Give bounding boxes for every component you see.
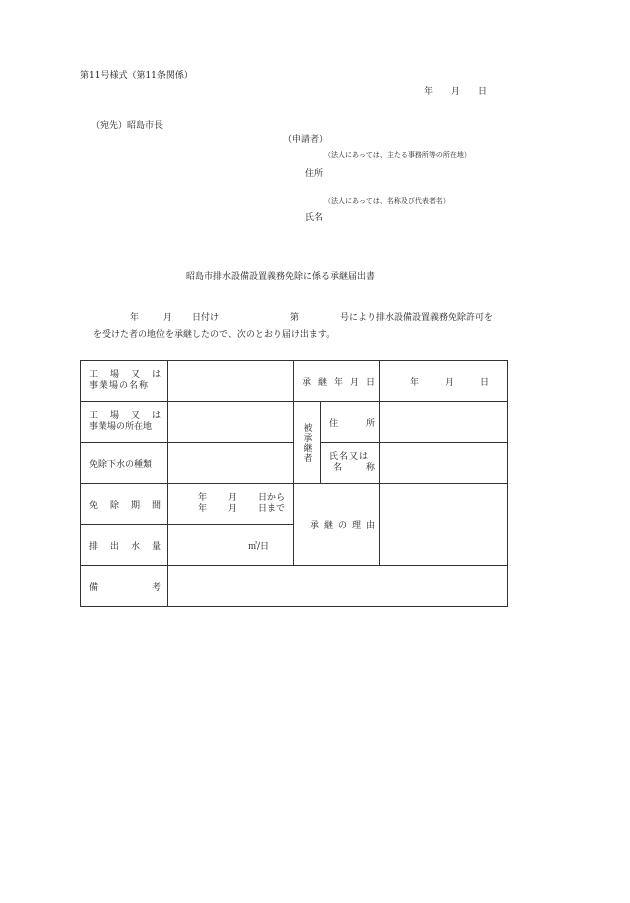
factory-loc-l1-c1: 工 — [89, 411, 99, 421]
exemption-period-label — [81, 484, 168, 525]
discharge-c1: 排 — [89, 541, 99, 552]
discharge-c3: 水 — [130, 541, 140, 552]
succession-date-label — [294, 361, 380, 402]
reason-c3: の — [338, 521, 348, 531]
body-day: 日付け — [192, 313, 220, 323]
period-from-year: 年 — [198, 493, 208, 503]
body-line2: を受けた者の地位を承継したので、次のとおり届け出ます。 — [93, 330, 336, 340]
discharge-c4: 量 — [151, 541, 161, 552]
sewage-type-label — [81, 443, 168, 484]
reason-c4: 理 — [352, 521, 362, 531]
body-year: 年 — [130, 313, 140, 323]
submission-date-line — [424, 84, 487, 97]
period-to-month: 月 — [228, 504, 238, 514]
remarks-c2: 考 — [151, 582, 161, 593]
factory-name-field[interactable] — [168, 361, 294, 402]
factory-location-field[interactable] — [168, 402, 294, 443]
predecessor-label-cell — [294, 402, 321, 484]
date-line-text: 年 月 日 — [424, 87, 488, 97]
period-from-tail: 日から — [258, 493, 286, 503]
factory-name-l2: 事業場の名称 — [89, 381, 150, 391]
succ-date-month: 月 — [444, 377, 454, 388]
name-note: （法人にあっては、名称及び代表者名） — [324, 197, 450, 205]
form-number: 第11号様式（第11条関係） — [80, 71, 193, 81]
factory-name-l1-c3: 又 — [130, 370, 140, 380]
succession-form-table — [80, 360, 508, 607]
sewage-type-field[interactable] — [168, 443, 294, 484]
pred-name-l2-c1: 名 — [333, 463, 343, 473]
period-c3: 期 — [130, 500, 140, 511]
factory-loc-l1-c4: は — [151, 411, 161, 421]
applicant-name-label: 氏名 — [305, 213, 324, 223]
period-c4: 間 — [151, 500, 161, 511]
succ-date-day: 日 — [480, 377, 490, 388]
factory-name-l1-c4: は — [151, 370, 161, 380]
succ-date-year: 年 — [409, 377, 419, 388]
discharge-volume-field[interactable] — [168, 525, 294, 566]
addressee: （宛先）昭島市長 — [91, 121, 164, 131]
remarks-c1: 備 — [89, 582, 99, 593]
document-title: 昭島市排水設備設置義務免除に係る承継届出書 — [186, 272, 376, 282]
discharge-unit: ㎥/日 — [247, 541, 269, 552]
body-line1-rest: 号により排水設備設置義務免除許可を — [340, 313, 494, 323]
factory-location-label — [81, 402, 168, 443]
factory-name-l1-c1: 工 — [89, 370, 99, 380]
period-from-month: 月 — [228, 493, 238, 503]
applicant-label: （申請者） — [283, 135, 329, 145]
sewage-type-text: 免除下水の種類 — [89, 459, 153, 470]
factory-loc-l2: 事業場の所在地 — [89, 422, 153, 432]
factory-loc-l1-c2: 場 — [109, 411, 119, 421]
predecessor-address-label — [321, 402, 380, 443]
discharge-volume-label — [81, 525, 168, 566]
exemption-period-field[interactable] — [168, 484, 294, 525]
succ-date-c1: 承 — [302, 377, 312, 388]
period-c1: 免 — [89, 500, 99, 511]
factory-name-l1-c2: 場 — [109, 370, 119, 380]
remarks-field[interactable] — [168, 566, 508, 607]
reason-c1: 承 — [310, 521, 320, 531]
period-to-tail: 日まで — [258, 504, 286, 514]
predecessor-name-label — [321, 443, 380, 484]
succ-date-c4: 月 — [350, 377, 360, 388]
succession-date-field[interactable] — [380, 361, 508, 402]
pred-name-l1: 氏名又は — [329, 452, 370, 462]
address-note: （法人にあっては、主たる事務所等の所在地） — [324, 151, 471, 159]
predecessor-label: 被承継者 — [301, 422, 312, 463]
factory-loc-l1-c3: 又 — [130, 411, 140, 421]
pred-addr-c1: 住 — [329, 418, 339, 429]
succ-date-c5: 日 — [366, 377, 376, 388]
applicant-address-label: 住所 — [305, 169, 324, 179]
succ-date-c2: 継 — [318, 377, 328, 388]
succession-reason-label — [294, 484, 380, 566]
predecessor-name-field[interactable] — [380, 443, 508, 484]
body-month: 月 — [163, 313, 173, 323]
pred-name-l2-c2: 称 — [366, 463, 376, 473]
factory-name-label — [81, 361, 168, 402]
succession-reason-field[interactable] — [380, 484, 508, 566]
body-dai: 第 — [290, 313, 300, 323]
succ-date-c3: 年 — [334, 377, 344, 388]
pred-addr-c2: 所 — [366, 418, 376, 429]
remarks-label — [81, 566, 168, 607]
predecessor-address-field[interactable] — [380, 402, 508, 443]
period-to-year: 年 — [198, 504, 208, 514]
reason-c5: 由 — [366, 521, 376, 531]
reason-c2: 継 — [324, 521, 334, 531]
discharge-c2: 出 — [109, 541, 119, 552]
period-c2: 除 — [109, 500, 119, 511]
